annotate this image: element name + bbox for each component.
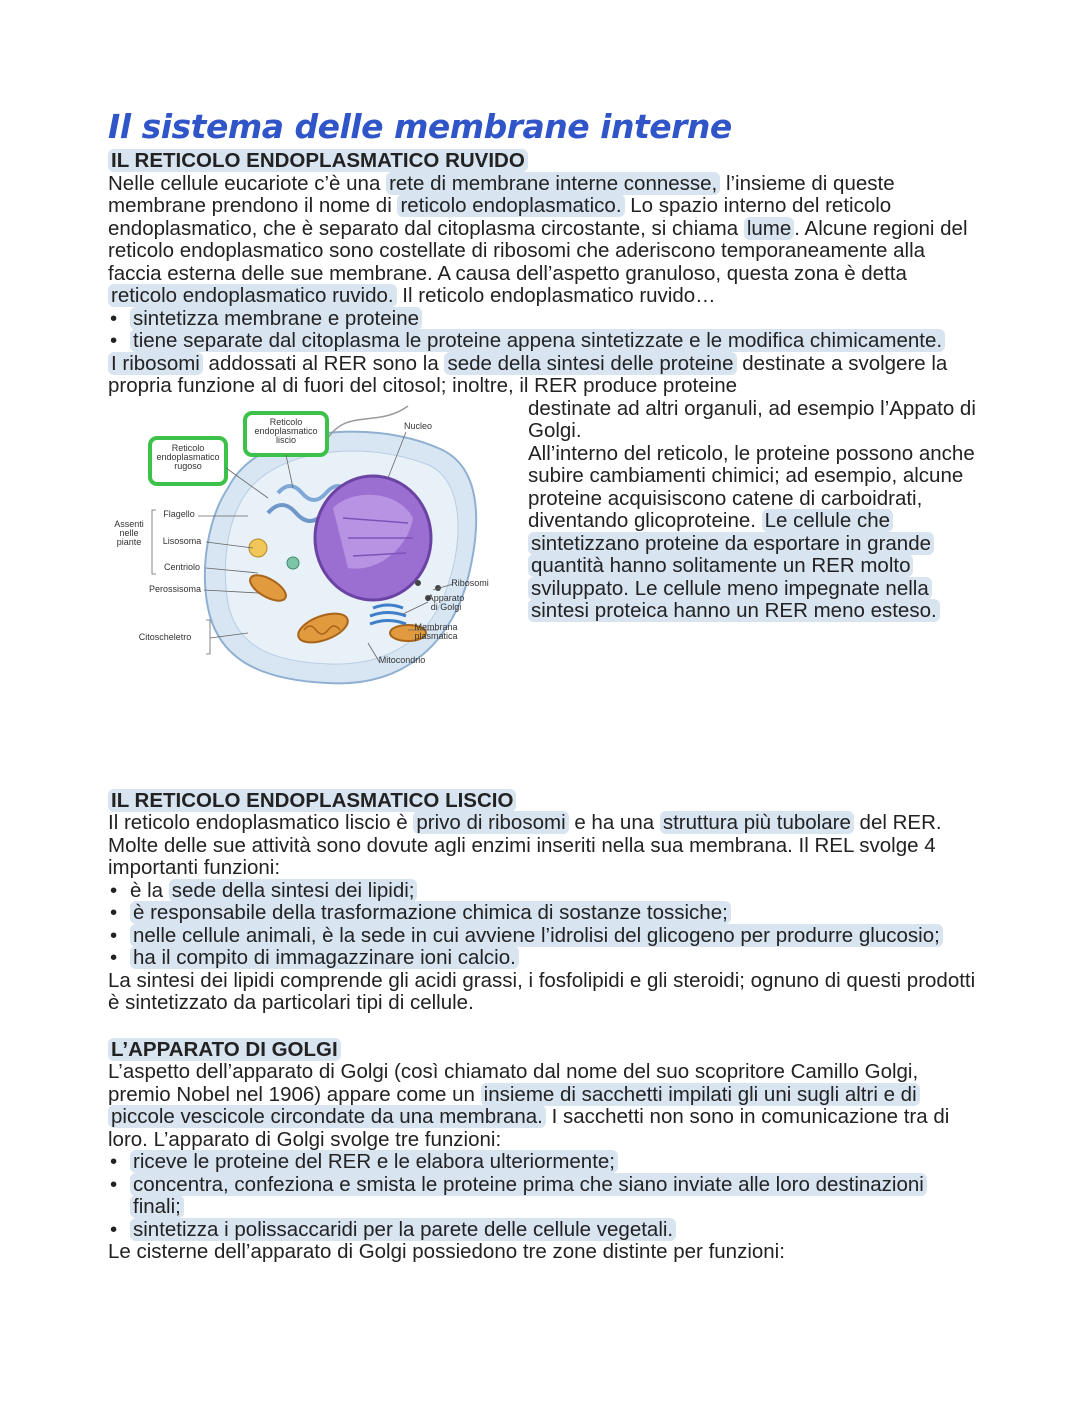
label-golgi: Apparato di Golgi [427, 592, 465, 612]
heading-highlight: L’APPARATO DI GOLGI [108, 1038, 341, 1061]
highlighted-text: privo di ribosomi [413, 811, 568, 834]
label-centriolo: Centriolo [163, 561, 201, 572]
section-heading-rer [108, 150, 978, 173]
highlighted-text: reticolo endoplasmatico. [397, 194, 624, 217]
label-membrana: Membrana plasmatica [414, 621, 458, 641]
list-item: • è la sede della sintesi dei lipidi; [108, 880, 978, 903]
highlighted-text: sede della sintesi dei lipidi; [169, 879, 418, 902]
spacer [108, 698, 978, 790]
animal-cell-figure [108, 398, 528, 698]
section-heading-rel [108, 790, 978, 813]
golgi-outro: Le cisterne dell’apparato di Golgi possiedono tre zone distinte per funzioni: [108, 1240, 785, 1263]
label-perossisoma: Perossisoma [148, 583, 202, 594]
golgi-intro: L’aspetto dell’apparato di Golgi (così chiamato dal nome del suo scopritore Camillo Golgi, premio Nobel nel 1906) appare come un insieme di sacchetti impilati gli uni sugli altri e di piccole vescicole circondate da una membrana. I sacchetti non sono in comunicazione tra di loro. L’apparato di Golgi svolge tre funzioni: [108, 1060, 950, 1151]
highlighted-text: reticolo endoplasmatico ruvido. [108, 284, 397, 307]
highlighted-text: struttura più tubolare [660, 811, 854, 834]
spacer [108, 1015, 978, 1039]
label-flagello: Flagello [163, 508, 195, 519]
rer-side-text: destinate ad altri organuli, ad esempio l’Appato di Golgi. All’interno del reticolo, le proteine possono anche subire cambiamenti chimici; ad esempio, alcune proteine acquisiscono catene di carboidrati, diventando glicoproteine. Le cellule che sintetizzano proteine da esportare in grande quantità hanno solitamente un RER molto sviluppato. Le cellule meno impegnate nella sintesi proteica hanno un RER meno esteso. [528, 396, 976, 622]
highlighted-text: lume [744, 217, 794, 240]
label-assenti: Assenti nelle piante [114, 518, 144, 547]
rel-intro: Il reticolo endoplasmatico liscio è privo di ribosomi e ha una struttura più tubolare del RER. Molte delle sue attività sono dovute agli enzimi inseriti nella sua membrana. Il REL svolge 4 importanti funzioni: [108, 811, 942, 879]
label-lisosoma: Lisosoma [162, 535, 202, 546]
list-item: • tiene separate dal citoplasma le proteine appena sintetizzate e le modifica chimicamente. [108, 330, 978, 353]
list-item [108, 925, 978, 948]
rer-intro: Nelle cellule eucariote c’è una rete di membrane interne connesse, l’insieme di queste membrane prendono il nome di reticolo endoplasmatico. Lo spazio interno del reticolo endoplasmatico, che è separato dal citoplasma circostante, si chiama lume . Alcune regioni del reticolo endoplasmatico sono costellate di ribosomi che aderiscono temporaneamente alla faccia esterna delle sue membrane. A causa dell’aspetto granuloso, questa zona è detta reticolo endoplasmatico ruvido. Il reticolo endoplasmatico ruvido… [108, 171, 968, 307]
highlighted-text: rete di membrane interne connesse, [386, 172, 720, 195]
label-ribosomi: Ribosomi [451, 577, 489, 588]
highlighted-text: sede della sintesi delle proteine [444, 352, 736, 375]
rer-paragraph-2: I ribosomi addossati al RER sono la sede della sintesi delle proteine destinate a svolgere la propria funzione al di fuori del citosol; inoltre, il RER produce proteine [108, 351, 948, 397]
list-item: • sintetizza i polissaccaridi per la parete delle cellule vegetali. [108, 1219, 978, 1242]
figure-row [108, 398, 978, 698]
list-item: • sintetizza membrane e proteine [108, 308, 978, 331]
heading-highlight: IL RETICOLO ENDOPLASMATICO RUVIDO [108, 149, 528, 172]
golgi-bullets [108, 1151, 978, 1241]
highlighted-text: insieme di sacchetti impilati gli uni sugli altri e di piccole vescicole circondate da una membrana. [108, 1083, 920, 1129]
highlighted-text: nelle cellule animali, è la sede in cui avviene l’idrolisi del glicogeno per produrre glucosio; [130, 924, 943, 947]
label-citoscheletro: Citoscheletro [138, 631, 192, 642]
label-rel: Reticolo endoplasmatico liscio [254, 416, 318, 445]
rel-bullets [108, 880, 978, 970]
document-page [108, 108, 978, 1264]
label-nucleo: Nucleo [403, 420, 432, 431]
heading-highlight: IL RETICOLO ENDOPLASMATICO LISCIO [108, 789, 516, 812]
highlighted-text: ha il compito di immagazzinare ioni calcio. [130, 946, 519, 969]
highlighted-text: è responsabile della trasformazione chimica di sostanze tossiche; [130, 901, 731, 924]
list-item: • riceve le proteine del RER e le elabora ulteriormente; [108, 1151, 978, 1174]
page-title: Il sistema delle membrane interne [108, 107, 732, 146]
list-item: • concentra, confeziona e smista le proteine prima che siano inviate alle loro destinazioni finali; [108, 1174, 978, 1219]
list-item [108, 947, 978, 970]
highlighted-text: Le cellule che sintetizzano proteine da esportare in grande quantità hanno solitamente un RER molto sviluppato. Le cellule meno impegnate nella sintesi proteica hanno un RER meno esteso. [528, 509, 940, 622]
label-rer: Reticolo endoplasmatico rugoso [156, 442, 220, 471]
section-heading-golgi [108, 1039, 978, 1062]
list-item [108, 902, 978, 925]
highlighted-text: I ribosomi [108, 352, 203, 375]
label-mitocondrio: Mitocondrio [378, 654, 426, 665]
rer-bullets [108, 308, 978, 353]
rel-outro: La sintesi dei lipidi comprende gli acidi grassi, i fosfolipidi e gli steroidi; ognuno di questi prodotti è sintetizzato da particolari tipi di cellule. [108, 968, 976, 1014]
